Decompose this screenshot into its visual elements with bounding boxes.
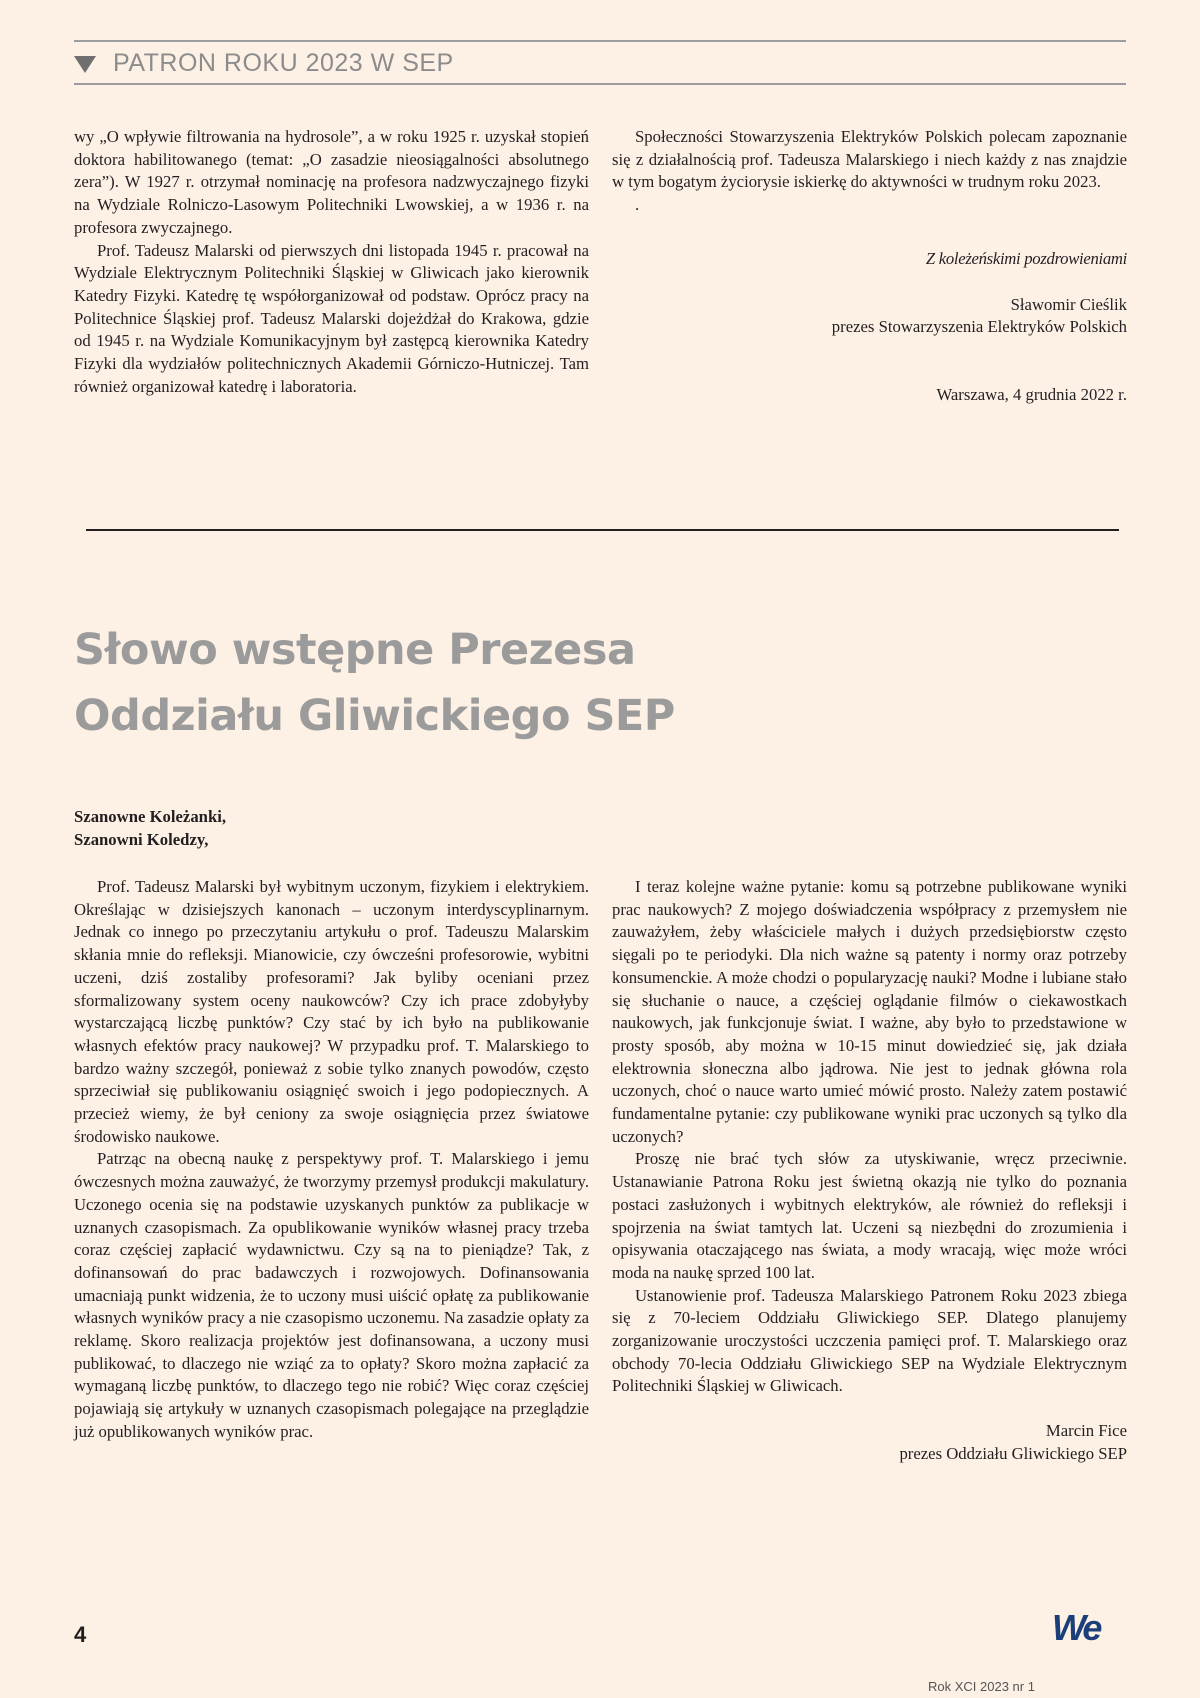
logo-text: We (1052, 1610, 1100, 1646)
paragraph: I teraz kolejne ważne pytanie: komu są potrzebne publikowane wyniki prac naukowych? Z mojego doświadczenia współpracy z przemysłem nie zauważyłem, żeby właściciele małych i dużych przedsiębiorstw często sięgali po te periodyki. Dla nich ważne są patenty i normy oraz potrzeby konsumenckie. A może chodzi o popularyzację nauki? Modne i lubiane stało się słuchanie o nauce, a częściej oglądanie filmów o ciekawostkach naukowych, jak funkcjonuje świat. I ważne, aby było to przedstawione w prosty sposób, aby można w 10-15 minut dowiedzieć się, jak działa elektrownia słoneczna albo jądrowa. Nie jest to jednak główna rola uczonych, choć o nauce warto umieć mówić prosto. Należy zatem postawić fundamentalne pytanie: czy publikowane wyniki prac uczonych są tylko dla uczonych? (612, 877, 1127, 1146)
triangle-down-icon (74, 56, 96, 73)
top-left-column (74, 126, 589, 398)
paragraph: Prof. Tadeusz Malarski od pierwszych dni listopada 1945 r. pracował na Wydziale Elektrycznym Politechniki Śląskiej w Gliwicach jako kierownik Katedry Fizyki. Katedrę tę współorganizował od podstaw. Oprócz pracy na Politechnice Śląskiej prof. Tadeusz Malarski dojeżdżał do Krakowa, gdzie od 1945 r. na Wydziale Komunikacyjnym był zastępcą kierownika Katedry Fizyki dla wydziałów politechnicznych Akademii Górniczo-Hutniczej. Tam również organizował katedrę i laboratoria. (74, 240, 589, 396)
section-right-column (612, 876, 1127, 1466)
header-label: PATRON ROKU 2023 W SEP (113, 49, 454, 77)
issue-label: Rok XCI 2023 nr 1 (928, 1679, 1035, 1694)
header-rule-top (74, 40, 1126, 42)
signer-title: prezes Stowarzyszenia Elektryków Polskich (831, 317, 1127, 337)
paragraph: Patrząc na obecną naukę z perspektywy prof. T. Malarskiego i jemu ówczesnych można zauważyć, że tworzymy przemysł produkcji makulatury. Uczonego ocenia się na podstawie uzyskanych punktów za publikacje w uznanych czasopismach. Za opublikowanie wyników własnej pracy trzeba coraz częściej zapłacić wydawnictwu. Czy są na to pieniądze? Tak, z dofinansowań do prac badawczych i rozwojowych. Dofinansowania umacniają punkt widzenia, że to uczony musi uiścić opłatę za publikowanie własnych wyników pracy a nie czasopismo uczonemu. Na zasadzie opłaty za reklamę. Skoro realizacja projektów jest dofinansowana, a uczony musi publikować, to dlaczego nie wziąć za to opłaty? Skoro można zapłacić za wymaganą liczbę punktów, to dlaczego tego nie robić? Więc coraz częściej pojawiają się artykuły w uznanych czasopismach polegające na przeglądzie już opublikowanych wyników prac. (74, 1149, 589, 1441)
paragraph: Proszę nie brać tych słów za utyskiwanie, wręcz przeciwnie. Ustanawianie Patrona Roku jest świetną okazją nie tylko do poznania postaci zasłużonych i wybitnych elektryków, ale również do refleksji i spojrzenia na świat tamtych lat. Uczeni są niezbędni do zrozumienia i opisywania otaczającego nas świata, a mody wracają, więc może wróci moda na naukę sprzed 100 lat. (612, 1149, 1127, 1282)
signer-name: Marcin Fice (1045, 1421, 1127, 1441)
section-title (74, 617, 675, 749)
closing-greeting: Z koleżeńskimi pozdrowieniami (925, 248, 1127, 268)
section-title-line: Słowo wstępne Prezesa (74, 625, 636, 675)
section-title-line: Oddziału Gliwickiego SEP (74, 691, 675, 741)
top-right-column (612, 126, 1127, 407)
section-divider (86, 529, 1119, 531)
greeting-line: Szanowne Koleżanki, (74, 807, 227, 826)
place-date: Warszawa, 4 grudnia 2022 r. (936, 384, 1127, 404)
stray-dot: . (635, 195, 640, 215)
section-left-column (74, 876, 589, 1444)
greeting-line: Szanowni Koledzy, (74, 829, 209, 849)
paragraph: Społeczności Stowarzyszenia Elektryków Polskich polecam zapoznanie się z działalnością prof. Tadeusza Malarskiego i niech każdy z nas znajdzie w tym bogatym życiorysie iskierkę do aktywności w trudnym roku 2023. (612, 127, 1127, 192)
header-rule-bottom (74, 83, 1126, 85)
paragraph: Ustanowienie prof. Tadeusza Malarskiego Patronem Roku 2023 zbiega się z 70-leciem Oddziału Gliwickiego SEP. Dlatego planujemy zorganizowanie uroczystości uczczenia pamięci prof. T. Malarskiego oraz obchody 70-lecia Oddziału Gliwickiego SEP na Wydziale Elektrycznym Politechniki Śląskiej w Gliwicach. (612, 1285, 1127, 1396)
paragraph: wy „O wpływie filtrowania na hydrosole”, a w roku 1925 r. uzyskał stopień doktora habilitowanego (temat: „O zasadzie nieosiągalności absolutnego zera”). W 1927 r. otrzymał nominację na profesora nadzwyczajnego fizyki na Wydziale Rolniczo-Lasowym Politechniki Lwowskiej, a w 1936 r. na profesora zwyczajnego. (74, 127, 589, 237)
signer-name: Sławomir Cieślik (1010, 294, 1127, 314)
paragraph: Prof. Tadeusz Malarski był wybitnym uczonym, fizykiem i elektrykiem. Określając w dzisiejszych kanonach – uczonym interdyscyplinarnym. Jednak co innego po przeczytaniu artykułu o prof. Tadeuszu Malarskim skłania mnie do refleksji. Mianowicie, czy ówcześni profesorowie, wybitni uczeni, dziś zostaliby profesorami? Jak byliby oceniani przez sformalizowany system oceny naukowców? Czy ich prace zdobyłyby wystarczającą liczbę punktów? Czy stać by ich było na publikowanie własnych efektów pracy naukowej? W przypadku prof. T. Malarskiego to bardzo ważny szczegół, ponieważ z sobie tylko znanych powodów, często sprzeciwiał się publikowaniu osiągnięć swoich i jego podopiecznych. A przecież wiemy, że był ceniony za swoje osiągnięcia przez światowe środowisko naukowe. (74, 877, 589, 1146)
we-logo (1052, 1610, 1124, 1646)
page-number: 4 (74, 1622, 87, 1647)
signer-title: prezes Oddziału Gliwickiego SEP (899, 1443, 1127, 1463)
greeting (74, 806, 226, 851)
